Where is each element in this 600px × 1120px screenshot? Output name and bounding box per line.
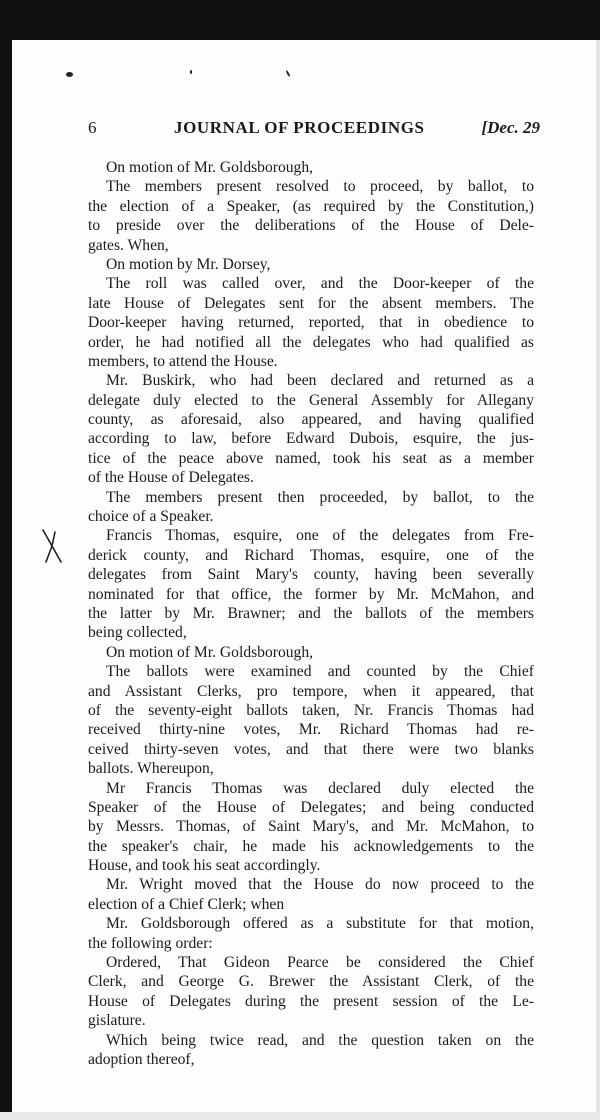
text-line: members, to attend the House.	[88, 352, 278, 370]
text-line: Ordered, That Gideon Pearce be considered the Chief	[106, 954, 534, 972]
text-line: being collected,	[88, 624, 187, 642]
text-line: and Assistant Clerks, pro tempore, when it appeared, that	[88, 682, 534, 700]
text-line: House, and took his seat accordingly.	[88, 857, 321, 875]
running-title: JOURNAL OF PROCEEDINGS	[174, 118, 425, 137]
text-line: choice of a Speaker.	[88, 508, 214, 526]
text-line: by Messrs. Thomas, of Saint Mary's, and Mr. McMahon, to	[88, 818, 534, 836]
text-line: order, he had notified all the delegates who had qualified as	[88, 333, 534, 351]
text-line: Mr. Buskirk, who had been declared and returned as a	[106, 372, 534, 390]
text-line: On motion of Mr. Goldsborough,	[106, 643, 314, 661]
text-line: election of a Chief Clerk; when	[88, 895, 285, 913]
text-line: the speaker's chair, he made his acknowledgements to the	[88, 837, 534, 855]
running-date: [Dec. 29	[481, 118, 540, 137]
text-line: On motion by Mr. Dorsey,	[106, 255, 271, 273]
text-line: Mr. Wright moved that the House do now proceed to the	[106, 876, 534, 894]
text-line: the following order:	[88, 934, 213, 952]
text-line: to preside over the deliberations of the House of Dele-	[88, 217, 534, 235]
text-line: county, as aforesaid, also appeared, and having qualified	[88, 411, 534, 429]
text-line: Mr Francis Thomas was declared duly elected the	[106, 779, 534, 797]
text-line: of the seventy-eight ballots taken, Nr. Francis Thomas had	[88, 701, 534, 719]
text-line: ceived thirty-seven votes, and that there were two blanks	[88, 740, 534, 758]
text-line: of the House of Delegates.	[88, 469, 254, 487]
journal-body-text	[88, 158, 534, 1069]
text-line: ballots. Whereupon,	[88, 760, 214, 778]
text-line: delegate duly elected to the General Assembly for Allegany	[88, 391, 534, 409]
text-line: The ballots were examined and counted by the Chief	[106, 663, 534, 681]
text-line: Mr. Goldsborough offered as a substitute for that motion,	[106, 915, 534, 933]
text-line: The members present resolved to proceed, by ballot, to	[106, 178, 534, 196]
scan-border-left	[0, 0, 12, 1120]
text-line: derick county, and Richard Thomas, esquire, one of the	[88, 546, 534, 564]
text-line: On motion of Mr. Goldsborough,	[106, 159, 314, 176]
text-line: Door-keeper having returned, reported, that in obedience to	[88, 314, 534, 332]
text-line: the election of a Speaker, (as required by the Constitution,)	[88, 197, 534, 215]
text-line: House of Delegates during the present session of the Le-	[88, 992, 534, 1010]
text-line: tice of the peace above named, took his seat as a member	[88, 449, 534, 467]
ink-speck	[66, 72, 73, 77]
page-number: 6	[88, 118, 97, 137]
scan-border-right	[596, 40, 600, 1120]
scan-border-bottom	[0, 1112, 600, 1120]
scan-border-top	[0, 0, 600, 40]
text-line: late House of Delegates sent for the absent members. The	[88, 294, 534, 312]
text-line: received thirty-nine votes, Mr. Richard Thomas had re-	[88, 721, 534, 739]
text-line: delegates from Saint Mary's county, having been severally	[88, 566, 534, 584]
handwritten-x-mark	[40, 528, 64, 564]
text-line: Speaker of the House of Delegates; and being conducted	[88, 798, 534, 816]
text-line: The members present then proceeded, by ballot, to the	[106, 488, 534, 506]
running-header	[88, 118, 548, 144]
text-line: adoption thereof,	[88, 1050, 195, 1068]
text-line: The roll was called over, and the Door-keeper of the	[106, 275, 534, 293]
ink-speck	[285, 70, 290, 77]
text-line: nominated for that office, the former by Mr. McMahon, and	[88, 585, 534, 603]
text-line: gates. When,	[88, 236, 169, 254]
text-line: gislature.	[88, 1012, 146, 1030]
text-line: the latter by Mr. Brawner; and the ballots of the members	[88, 604, 534, 622]
text-line: according to law, before Edward Dubois, esquire, the jus-	[88, 430, 534, 448]
text-line: Which being twice read, and the question taken on the	[106, 1031, 534, 1049]
ink-speck	[190, 70, 192, 74]
text-line: Francis Thomas, esquire, one of the delegates from Fre-	[106, 527, 534, 545]
text-line: Clerk, and George G. Brewer the Assistant Clerk, of the	[88, 973, 534, 991]
